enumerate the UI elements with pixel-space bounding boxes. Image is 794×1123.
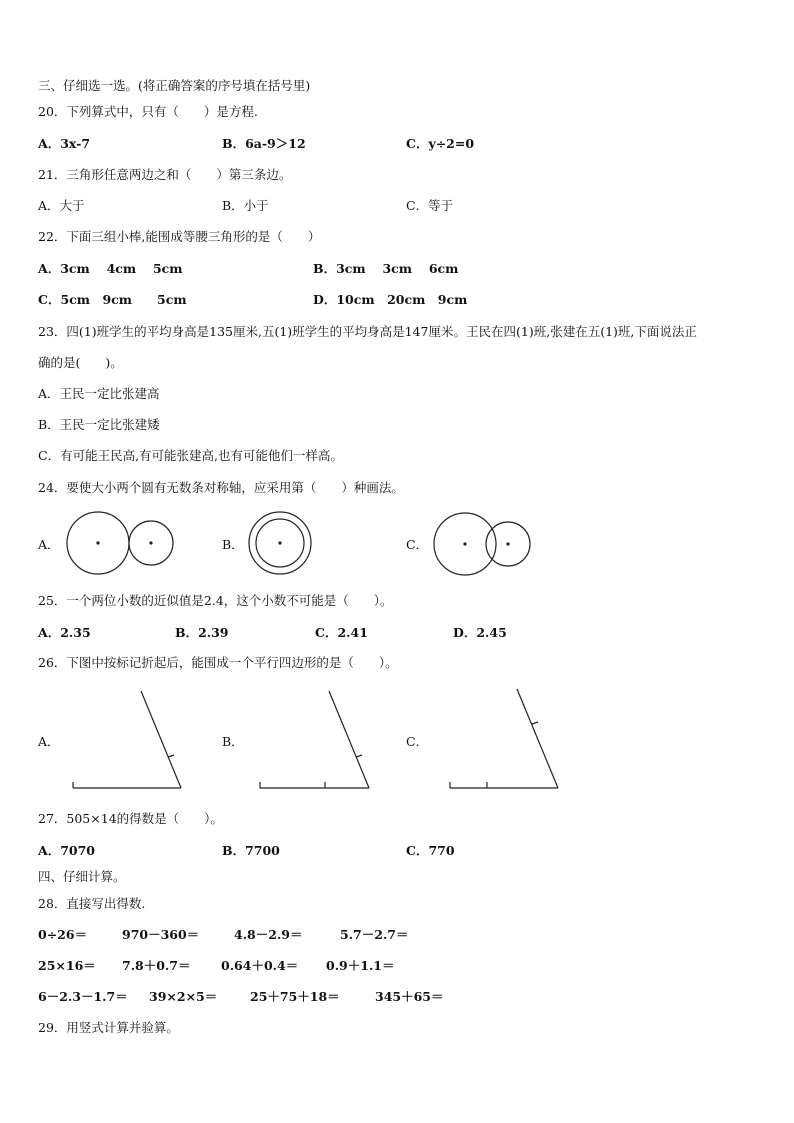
question-21-stem: 21．三角形任意两边之和（ ）第三条边。 <box>38 167 292 182</box>
q22-option-a: A．3cm 4cm 5cm <box>38 261 183 276</box>
q26-figure-b <box>255 688 375 793</box>
q26-figure-a <box>68 688 188 793</box>
q20-option-a: A．3x-7 <box>38 136 91 151</box>
question-23-stem-line1: 23．四(1)班学生的平均身高是135厘米,五(1)班学生的平均身高是147厘米。王民在四(1)班,张建在五(1)班,下面说法正 <box>38 324 697 339</box>
q28-row3-item4: 345＋65＝ <box>375 989 444 1004</box>
q28-row2-item4: 0.9＋1.1＝ <box>326 958 395 973</box>
q28-row1-item3: 4.8－2.9＝ <box>234 927 303 942</box>
q22-option-d: D．10cm 20cm 9cm <box>313 292 468 307</box>
q28-row3-item3: 25＋75＋18＝ <box>250 989 340 1004</box>
q25-option-c: C．2.41 <box>315 625 368 640</box>
q28-row2-item3: 0.64＋0.4＝ <box>221 958 299 973</box>
q20-option-c: C．y÷2=0 <box>406 136 475 151</box>
q27-option-a: A．7070 <box>38 843 95 858</box>
question-28-stem: 28．直接写出得数. <box>38 896 146 911</box>
q25-option-d: D．2.45 <box>453 625 507 640</box>
q20-option-b: B．6a-9＞12 <box>222 136 306 151</box>
q22-option-b: B．3cm 3cm 6cm <box>313 261 459 276</box>
q24-figure-a <box>60 508 180 578</box>
q28-row1-item2: 970－360＝ <box>122 927 200 942</box>
q27-option-c: C．770 <box>406 843 455 858</box>
q21-option-c: C．等于 <box>406 198 454 213</box>
q21-option-a: A．大于 <box>38 198 85 213</box>
q26-label-b: B． <box>222 734 244 749</box>
q21-option-b: B．小于 <box>222 198 269 213</box>
q24-label-c: C． <box>406 537 429 552</box>
q23-option-b: B．王民一定比张建矮 <box>38 417 160 432</box>
q28-row3-item1: 6－2.3－1.7＝ <box>38 989 128 1004</box>
q26-label-c: C． <box>406 734 429 749</box>
q28-row2-item2: 7.8＋0.7＝ <box>122 958 191 973</box>
q26-label-a: A． <box>38 734 60 749</box>
q24-figure-b <box>245 508 320 578</box>
q25-option-a: A．2.35 <box>38 625 91 640</box>
section-heading-4: 四、仔细计算。 <box>38 869 126 884</box>
q25-option-b: B．2.39 <box>175 625 229 640</box>
q27-option-b: B．7700 <box>222 843 280 858</box>
q26-figure-c <box>445 685 563 793</box>
question-27-stem: 27．505×14的得数是（ ）。 <box>38 811 223 826</box>
q28-row1-item4: 5.7－2.7＝ <box>340 927 409 942</box>
q23-option-a: A．王民一定比张建高 <box>38 386 160 401</box>
q24-label-b: B． <box>222 537 244 552</box>
q24-label-a: A． <box>38 537 60 552</box>
q22-option-c: C．5cm 9cm 5cm <box>38 292 187 307</box>
q23-option-c: C．有可能王民高,有可能张建高,也有可能他们一样高。 <box>38 448 344 463</box>
question-26-stem: 26．下图中按标记折起后，能围成一个平行四边形的是（ ）。 <box>38 655 398 670</box>
question-25-stem: 25．一个两位小数的近似值是2.4，这个小数不可能是（ ）。 <box>38 593 393 608</box>
question-29-stem: 29．用竖式计算并验算。 <box>38 1020 179 1035</box>
q24-figure-c <box>428 508 538 580</box>
q28-row3-item2: 39×2×5＝ <box>149 989 218 1004</box>
q28-row2-item1: 25×16＝ <box>38 958 96 973</box>
question-23-stem-line2: 确的是( )。 <box>38 355 123 370</box>
question-20-stem: 20．下列算式中，只有（ ）是方程. <box>38 104 258 119</box>
question-22-stem: 22．下面三组小棒,能围成等腰三角形的是（ ） <box>38 229 321 244</box>
q28-row1-item1: 0÷26＝ <box>38 927 88 942</box>
section-heading-3: 三、仔细选一选。(将正确答案的序号填在括号里) <box>38 78 311 93</box>
question-24-stem: 24．要使大小两个圆有无数条对称轴，应采用第（ ）种画法。 <box>38 480 404 495</box>
